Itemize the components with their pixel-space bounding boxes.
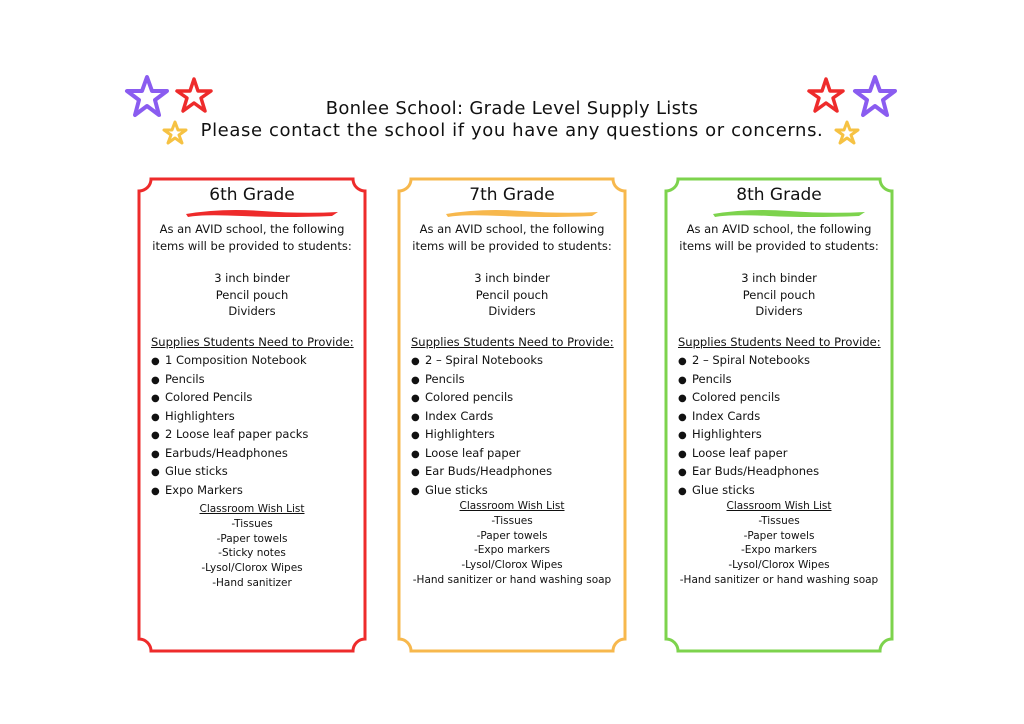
list-item: ● Ear Buds/Headphones	[678, 464, 820, 478]
wish-list-title: Classroom Wish List	[726, 500, 832, 512]
grade-card-7th	[397, 177, 627, 653]
wish-list-title: Classroom Wish List	[459, 500, 565, 512]
grade-title: 6th Grade	[209, 185, 295, 205]
needs-heading: Supplies Students Need to Provide:	[151, 335, 354, 349]
list-item: ● Index Cards	[411, 408, 494, 423]
wish-item: -Tissues	[758, 514, 800, 527]
list-item: ● 2 – Spiral Notebooks	[678, 353, 811, 367]
needs-list	[151, 352, 308, 500]
provided-list	[672, 270, 886, 320]
needs-list	[678, 352, 819, 500]
list-item: ● Pencils	[411, 371, 465, 386]
provided-item: 3 inch binder	[741, 271, 817, 285]
list-item: ● Index Cards	[678, 408, 761, 423]
brush-stroke	[182, 207, 342, 219]
list-item: ● Loose leaf paper	[411, 445, 521, 460]
provided-item: Pencil pouch	[742, 287, 816, 302]
provided-list	[405, 270, 619, 320]
wish-item: -Lysol/Clorox Wipes	[728, 559, 830, 572]
wish-item: -Expo markers	[741, 544, 817, 557]
list-item: ● 2 Loose leaf paper packs	[151, 427, 309, 441]
page-header	[0, 98, 1024, 142]
wish-item: -Paper towels	[476, 529, 548, 542]
grade-title: 8th Grade	[736, 185, 822, 205]
needs-heading: Supplies Students Need to Provide:	[678, 335, 881, 349]
provided-item: 3 inch binder	[474, 271, 550, 285]
provided-item: Dividers	[488, 304, 536, 318]
grade-card-6th	[137, 177, 367, 653]
list-item: ● 2 – Spiral Notebooks	[411, 353, 544, 367]
provided-item: Pencil pouch	[215, 287, 289, 302]
brush-stroke	[442, 207, 602, 219]
wish-item: -Hand sanitizer	[212, 576, 292, 589]
provided-item: Dividers	[755, 304, 803, 318]
wish-item: -Tissues	[231, 517, 273, 530]
list-item: ● Glue sticks	[411, 482, 488, 497]
needs-heading: Supplies Students Need to Provide:	[411, 335, 614, 349]
list-item: ● Glue sticks	[151, 464, 228, 478]
wish-item: -Paper towels	[216, 532, 288, 545]
list-item: ● Colored pencils	[411, 390, 514, 404]
list-item: ● Highlighters	[411, 427, 495, 441]
provided-item: 3 inch binder	[214, 271, 290, 285]
intro-text: As an AVID school, the following items will be provided to students:	[679, 222, 879, 253]
wish-list-title: Classroom Wish List	[199, 503, 305, 515]
wish-list	[664, 499, 894, 588]
list-item: ● Expo Markers	[151, 482, 243, 497]
list-item: ● Loose leaf paper	[678, 445, 788, 460]
provided-item: Dividers	[228, 304, 276, 318]
list-item: ● Colored Pencils	[151, 390, 253, 404]
wish-item: -Paper towels	[743, 529, 815, 542]
wish-item: -Hand sanitizer or hand washing soap	[412, 573, 612, 586]
brush-stroke	[709, 207, 869, 219]
list-item: ● Earbuds/Headphones	[151, 445, 288, 460]
list-item: ● Pencils	[678, 371, 732, 386]
list-item: ● Glue sticks	[678, 482, 755, 497]
intro-text: As an AVID school, the following items will be provided to students:	[152, 222, 352, 253]
intro-text: As an AVID school, the following items will be provided to students:	[412, 222, 612, 253]
provided-list	[145, 270, 359, 320]
page-title: Bonlee School: Grade Level Supply Lists	[325, 98, 699, 119]
wish-item: -Tissues	[491, 514, 533, 527]
list-item: ● 1 Composition Notebook	[151, 353, 307, 367]
needs-list	[411, 352, 552, 500]
list-item: ● Highlighters	[678, 427, 762, 441]
wish-item: -Lysol/Clorox Wipes	[201, 562, 303, 575]
grade-title: 7th Grade	[469, 185, 555, 205]
list-item: ● Ear Buds/Headphones	[411, 464, 553, 478]
provided-item: Pencil pouch	[475, 287, 549, 302]
wish-list	[397, 499, 627, 588]
wish-item: -Sticky notes	[218, 547, 286, 560]
page-subtitle: Please contact the school if you have any questions or concerns.	[200, 120, 824, 141]
wish-item: -Lysol/Clorox Wipes	[461, 559, 563, 572]
grade-card-8th	[664, 177, 894, 653]
wish-item: -Expo markers	[474, 544, 550, 557]
list-item: ● Pencils	[151, 371, 205, 386]
list-item: ● Colored pencils	[678, 390, 781, 404]
list-item: ● Highlighters	[151, 408, 235, 423]
wish-item: -Hand sanitizer or hand washing soap	[679, 573, 879, 586]
wish-list	[137, 502, 367, 591]
